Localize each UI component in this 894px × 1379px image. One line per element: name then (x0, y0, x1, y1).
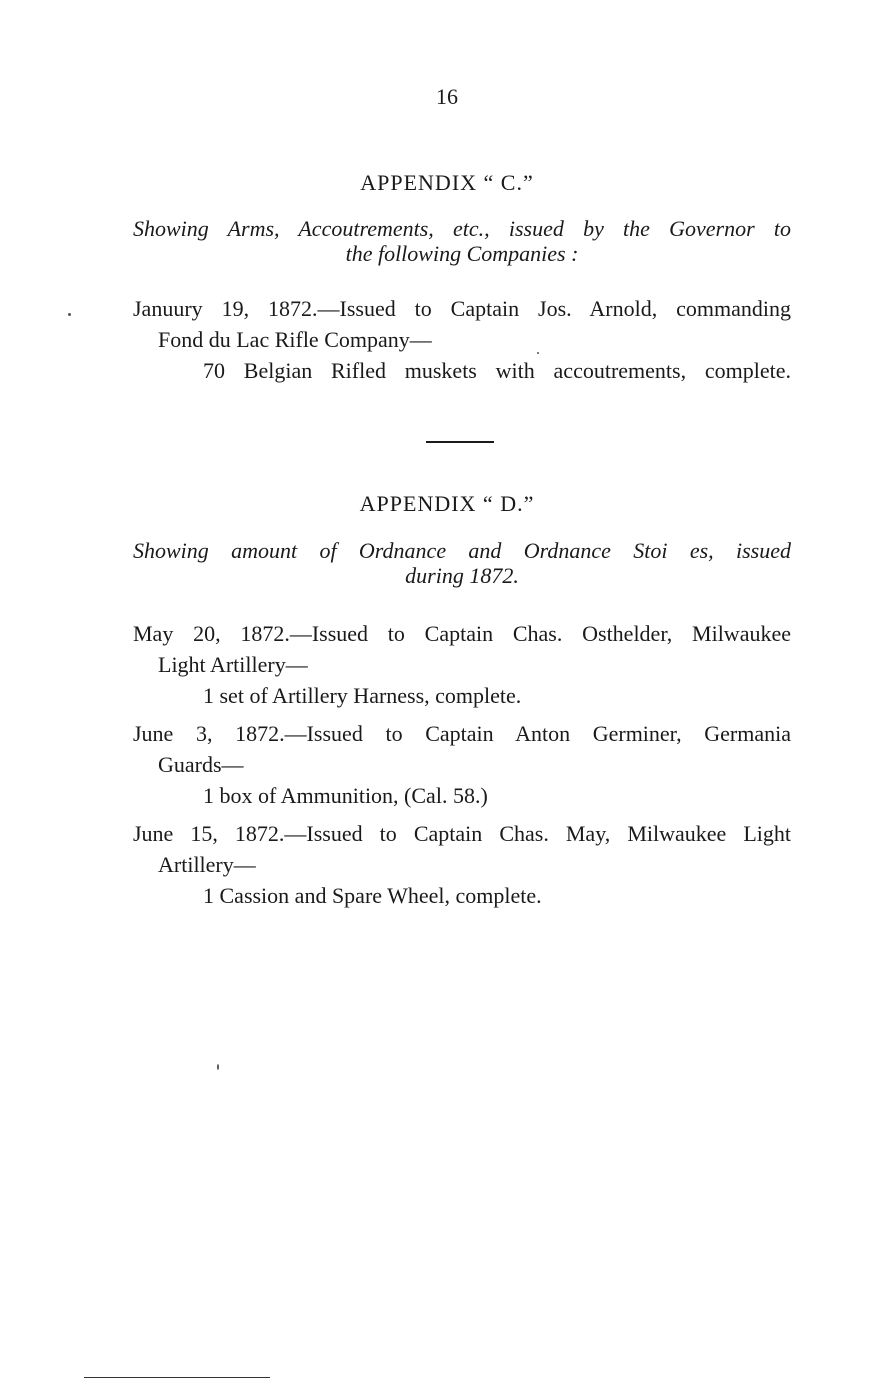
entry-line2: Artillery— (158, 852, 256, 877)
appendix-c-subtitle-line2: the following Companies : (345, 241, 579, 266)
entry-line2: Guards— (158, 752, 244, 777)
scan-speck (537, 352, 539, 354)
entry-line1: June 3, 1872.—Issued to Captain Anton Germiner, Germania (133, 721, 791, 746)
page-number: 16 (436, 84, 458, 109)
appendix-c-heading: APPENDIX “ C.” (360, 170, 534, 195)
entry-line1: May 20, 1872.—Issued to Captain Chas. Osthelder, Milwaukee (133, 621, 791, 646)
appendix-c-entry (133, 293, 791, 386)
entry-item: 1 box of Ammunition, (Cal. 58.) (203, 783, 488, 808)
footer-rule (84, 1377, 270, 1378)
entry-item: 1 set of Artillery Harness, complete. (203, 683, 522, 708)
appendix-d-subtitle (133, 538, 791, 588)
entry-item: 1 Cassion and Spare Wheel, complete. (203, 883, 542, 908)
appendix-c-subtitle (133, 216, 791, 266)
appendix-d-entry-2 (133, 718, 791, 811)
section-divider (426, 441, 494, 443)
appendix-c-subtitle-line1: Showing Arms, Accoutrements, etc., issued by the Governor to (133, 216, 791, 241)
appendix-d-subtitle-line1: Showing amount of Ordnance and Ordnance Stoi es, issued (133, 538, 791, 563)
appendix-d-entry-3 (133, 818, 791, 911)
entry-line2: Light Artillery— (158, 652, 308, 677)
appendix-d-entry-1 (133, 618, 791, 711)
appendix-d-subtitle-line2: during 1872. (405, 563, 519, 588)
entry-line1: June 15, 1872.—Issued to Captain Chas. May, Milwaukee Light (133, 821, 791, 846)
scan-speck (68, 313, 71, 316)
entry-item: 70 Belgian Rifled muskets with accoutrements, complete. (203, 358, 791, 383)
entry-line1: Januury 19, 1872.—Issued to Captain Jos. Arnold, commanding (133, 296, 791, 321)
scan-speck (217, 1064, 219, 1070)
entry-line2: Fond du Lac Rifle Company— (158, 327, 432, 352)
appendix-d-heading: APPENDIX “ D.” (359, 491, 535, 516)
